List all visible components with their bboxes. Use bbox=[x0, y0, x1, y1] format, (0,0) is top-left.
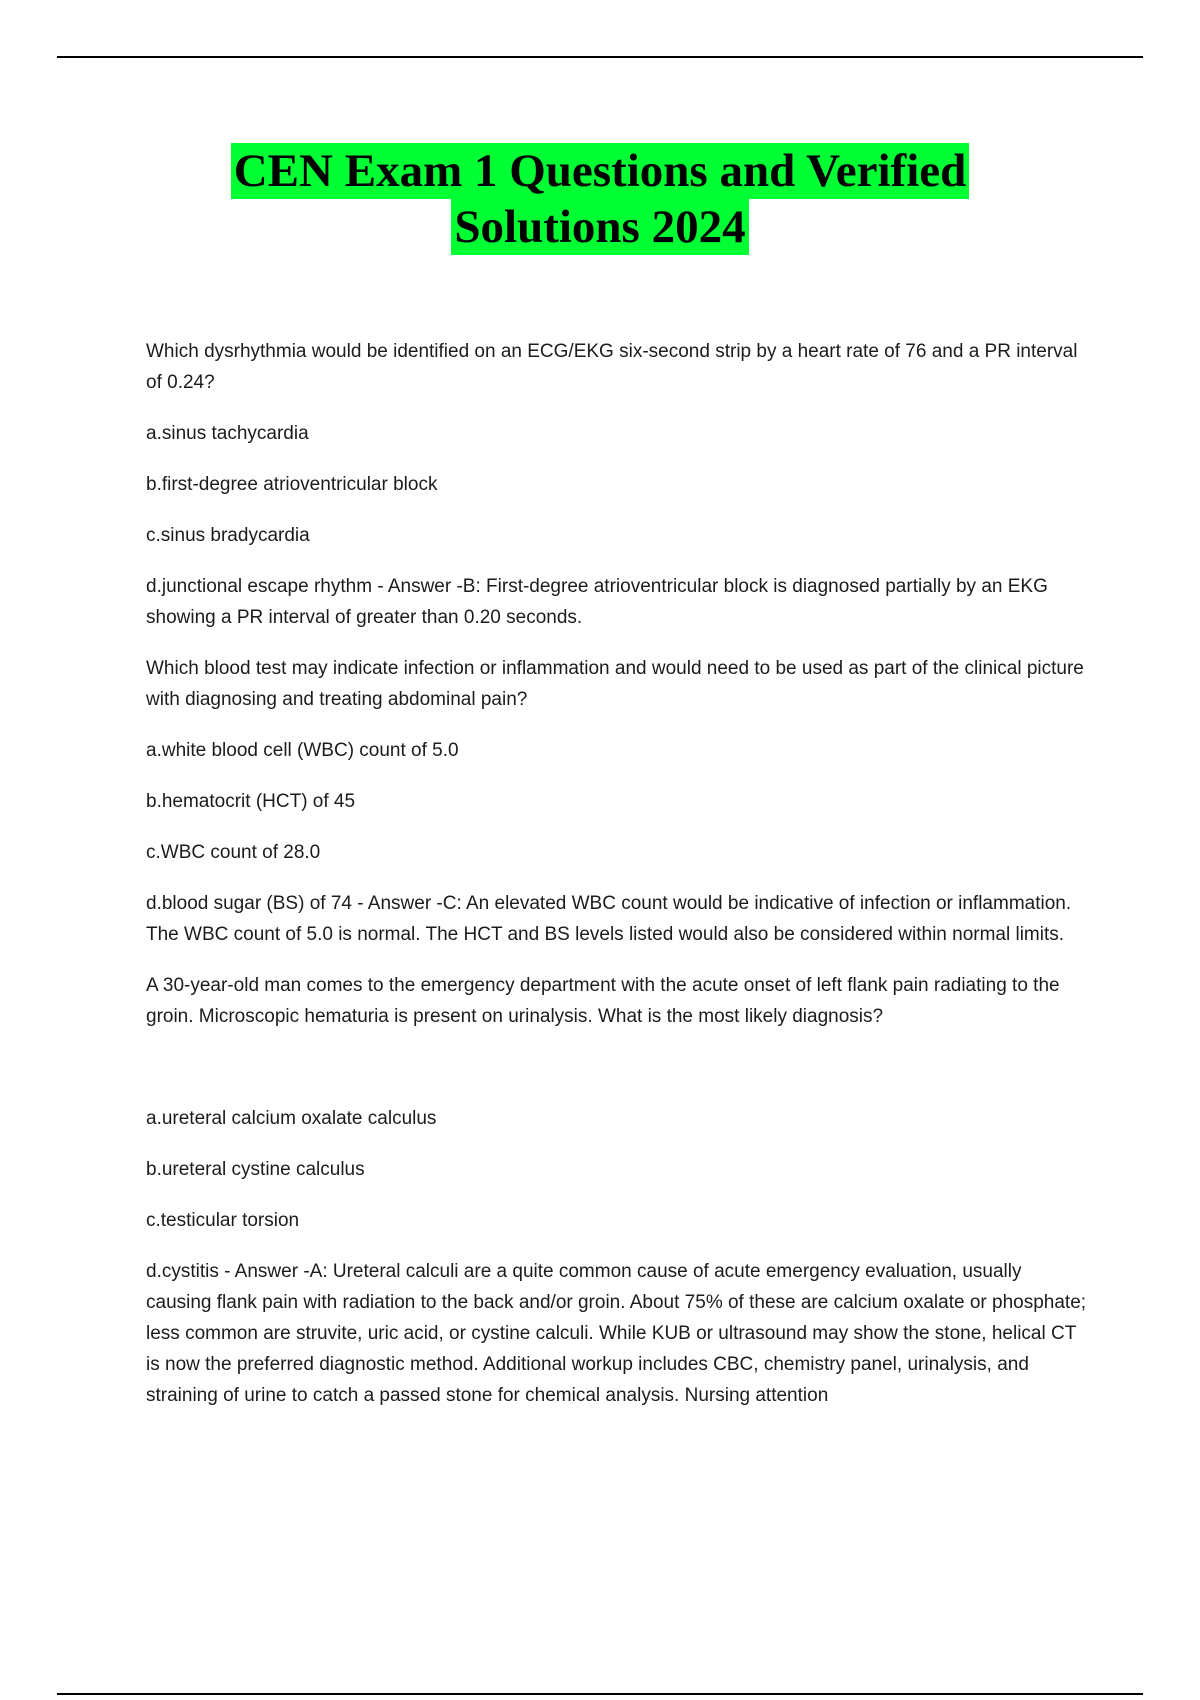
question-3-stem: A 30-year-old man comes to the emergency department with the acute onset of left flank pain radiating to the groin. Microscopic hematuria is present on urinalysis. What is the most likely diagnosis? bbox=[146, 975, 1060, 1027]
title-line-2: Solutions 2024 bbox=[451, 199, 748, 255]
question-3-option-a: a.ureteral calcium oxalate calculus bbox=[146, 1108, 437, 1129]
document-title bbox=[0, 143, 1200, 255]
question-1-option-d-answer: d.junctional escape rhythm - Answer -B: First-degree atrioventricular block is diagnosed partially by an EKG showing a PR interval of greater than 0.20 seconds. bbox=[146, 576, 1048, 628]
question-3-option-c: c.testicular torsion bbox=[146, 1210, 300, 1231]
top-rule bbox=[57, 56, 1143, 58]
question-2-option-c: c.WBC count of 28.0 bbox=[146, 842, 321, 863]
question-1-option-c: c.sinus bradycardia bbox=[146, 525, 310, 546]
document-body bbox=[146, 336, 1091, 1431]
question-1-option-a: a.sinus tachycardia bbox=[146, 423, 309, 444]
question-3-option-d-answer: d.cystitis - Answer -A: Ureteral calculi are a quite common cause of acute emergency evaluation, usually causing flank pain with radiation to the back and/or groin. About 75% of these are calcium oxalate or phosphate; less common are struvite, uric acid, or cystine calculi. While KUB or ultrasound may show the stone, helical CT is now the preferred diagnostic method. Additional workup includes CBC, chemistry panel, urinalysis, and straining of urine to catch a passed stone for chemical analysis. Nursing attention bbox=[146, 1261, 1087, 1406]
question-2-stem: Which blood test may indicate infection or inflammation and would need to be used as part of the clinical picture with diagnosing and treating abdominal pain? bbox=[146, 658, 1084, 710]
title-line-1: CEN Exam 1 Questions and Verified bbox=[231, 143, 970, 199]
bottom-rule bbox=[57, 1693, 1143, 1695]
question-2-option-d-answer: d.blood sugar (BS) of 74 - Answer -C: An elevated WBC count would be indicative of infection or inflammation. The WBC count of 5.0 is normal. The HCT and BS levels listed would also be considered within normal limits. bbox=[146, 893, 1072, 945]
question-2-option-b: b.hematocrit (HCT) of 45 bbox=[146, 791, 356, 812]
question-3-option-b: b.ureteral cystine calculus bbox=[146, 1159, 365, 1180]
question-1-option-b: b.first-degree atrioventricular block bbox=[146, 474, 438, 495]
question-1-stem: Which dysrhythmia would be identified on an ECG/EKG six-second strip by a heart rate of 76 and a PR interval of 0.24? bbox=[146, 341, 1078, 393]
question-2-option-a: a.white blood cell (WBC) count of 5.0 bbox=[146, 740, 459, 761]
